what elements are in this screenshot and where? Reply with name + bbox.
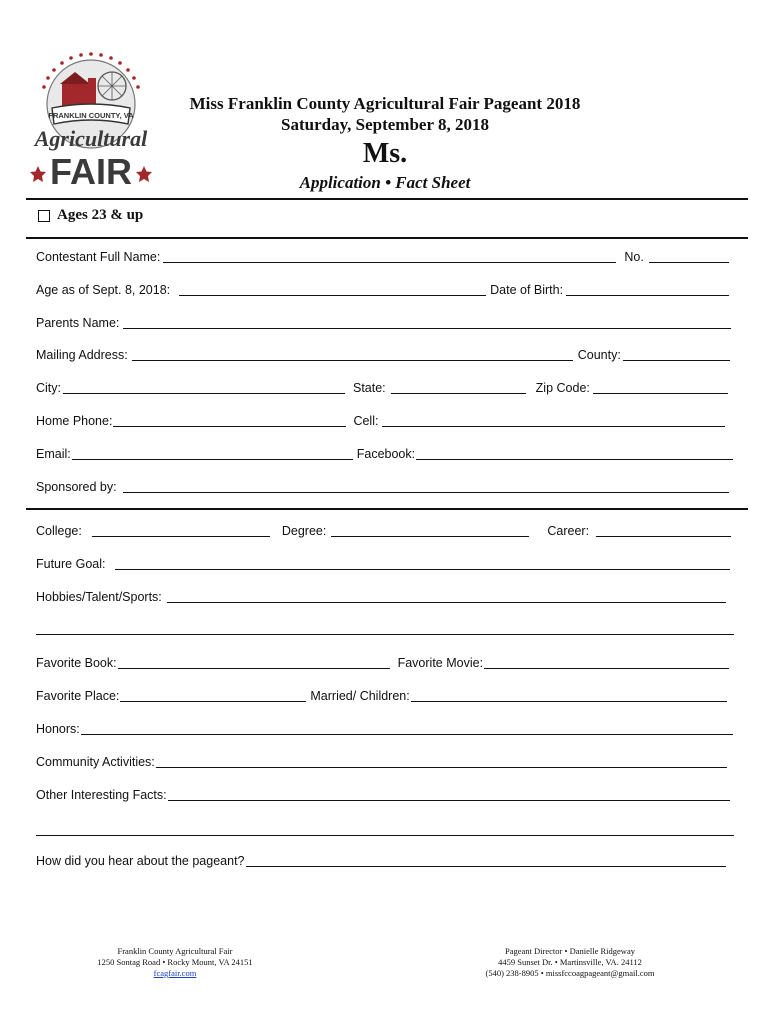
future-goal-field[interactable] [115,555,730,570]
form-header [150,93,620,194]
age-label: Age as of Sept. 8, 2018: [36,283,171,297]
director-address: 4459 Sunset Dr. • Martinsville, VA. 24112 [498,957,642,967]
cell-field[interactable] [382,412,725,427]
age-group-option[interactable] [38,207,143,224]
row-favorites-2 [36,685,734,705]
college-label: College: [36,524,82,538]
email-field[interactable] [72,445,353,460]
future-goal-label: Future Goal: [36,557,106,571]
city-field[interactable] [63,379,345,394]
age-group-label: Ages 23 & up [57,207,144,223]
logo-word-fair: FAIR [49,151,133,192]
pageant-title: Miss Franklin County Agricultural Fair Pageant 2018 [189,94,581,113]
city-label: City: [36,381,61,395]
other-facts-field[interactable] [168,786,730,801]
fair-name: Franklin County Agricultural Fair [117,946,233,956]
row-hear-about [36,850,734,870]
fav-book-field[interactable] [118,654,390,669]
mailing-label: Mailing Address: [36,348,128,362]
zip-label: Zip Code: [535,381,590,395]
fav-place-field[interactable] [120,687,306,702]
married-label: Married/ Children: [310,689,410,703]
footer-right [450,946,690,979]
hear-about-field[interactable] [246,852,726,867]
row-full-name [36,246,734,266]
row-other-facts [36,784,734,804]
division-title: Ms. [362,138,408,169]
row-age-dob [36,279,734,299]
fav-movie-field[interactable] [484,654,729,669]
number-label: No. [624,250,644,264]
home-phone-field[interactable] [113,412,346,427]
checkbox-icon[interactable] [38,210,50,222]
full-name-field[interactable] [163,248,616,263]
fair-website-link[interactable]: fcagfair.com [153,968,197,978]
row-phones [36,410,734,430]
community-field[interactable] [156,753,727,768]
row-parents [36,312,734,332]
form-subtitle: Application • Fact Sheet [299,173,471,192]
fav-book-label: Favorite Book: [36,656,117,670]
facebook-label: Facebook: [356,447,416,461]
row-community [36,751,734,771]
logo-arc-text: FRANKLIN COUNTY, VA [48,111,134,120]
fair-address: 1250 Sontag Road • Rocky Mount, VA 24151 [97,957,253,967]
email-label: Email: [36,447,71,461]
degree-label: Degree: [281,524,327,538]
star-icon [30,166,46,182]
degree-field[interactable] [331,522,529,537]
facebook-field[interactable] [416,445,733,460]
parents-label: Parents Name: [36,316,120,330]
row-mailing [36,344,734,364]
row-city-state-zip [36,377,734,397]
zip-field[interactable] [593,379,728,394]
hear-about-label: How did you hear about the pageant? [36,854,245,868]
row-hobbies [36,586,734,606]
honors-label: Honors: [36,722,80,736]
honors-field[interactable] [81,720,733,735]
married-field[interactable] [411,687,727,702]
other-facts-label: Other Interesting Facts: [36,788,167,802]
home-phone-label: Home Phone: [36,414,113,428]
hobbies-label: Hobbies/Talent/Sports: [36,590,162,604]
fav-place-label: Favorite Place: [36,689,120,703]
other-facts-field-extra-line[interactable] [36,835,734,836]
hobbies-field[interactable] [167,588,726,603]
row-future-goal [36,553,734,573]
hobbies-field-extra-line[interactable] [36,634,734,635]
county-field[interactable] [623,346,730,361]
pageant-date: Saturday, September 8, 2018 [281,115,489,134]
row-honors [36,718,734,738]
row-email-facebook [36,443,734,463]
director-contact: (540) 238-8905 • missfccoagpageant@gmail.com [485,968,655,978]
community-label: Community Activities: [36,755,155,769]
state-label: State: [353,381,386,395]
sponsored-field[interactable] [123,478,729,493]
number-field[interactable] [649,248,729,263]
fav-movie-label: Favorite Movie: [397,656,484,670]
row-college [36,520,734,540]
divider [26,237,748,239]
full-name-label: Contestant Full Name: [36,250,161,264]
cell-label: Cell: [353,414,379,428]
college-field[interactable] [92,522,270,537]
divider [26,508,748,510]
dob-label: Date of Birth: [490,283,564,297]
county-label: County: [577,348,621,362]
logo-word-agricultural: Agricultural [34,126,148,151]
state-field[interactable] [391,379,526,394]
divider [26,198,748,200]
footer-left [60,946,290,979]
career-label: Career: [547,524,590,538]
director-name: Pageant Director • Danielle Ridgeway [505,946,635,956]
parents-field[interactable] [123,314,731,329]
row-sponsored [36,476,734,496]
row-favorites-1 [36,652,734,672]
fair-logo [22,42,160,192]
age-field[interactable] [179,281,486,296]
sponsored-label: Sponsored by: [36,480,117,494]
career-field[interactable] [596,522,731,537]
dob-field[interactable] [566,281,729,296]
mailing-field[interactable] [132,346,573,361]
